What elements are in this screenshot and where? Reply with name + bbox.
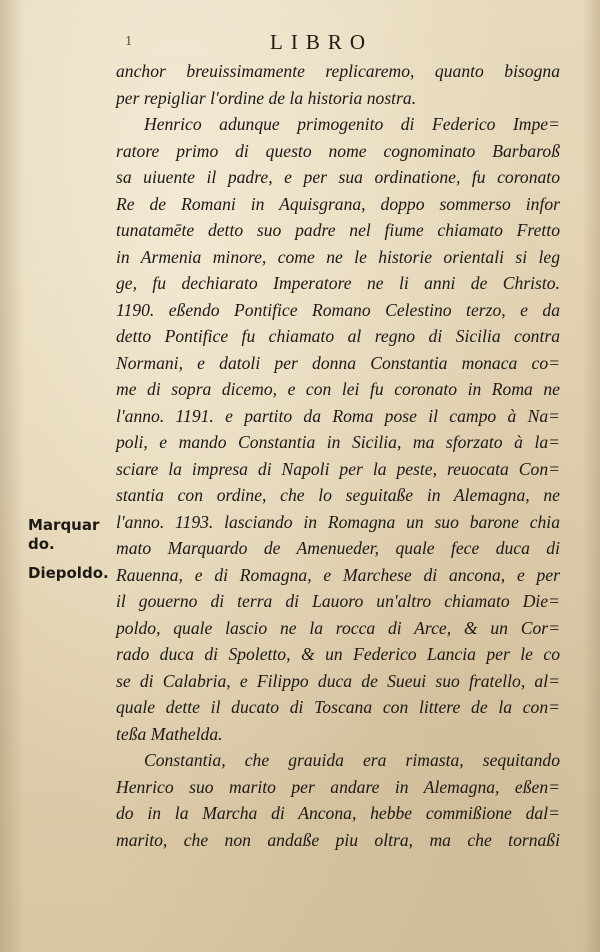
text-line: quale dette il ducato di Toscana con littere de la con=	[116, 697, 560, 717]
text-line: teßa Mathelda.	[116, 723, 223, 744]
text-line: stantia con ordine, che lo seguitaße in Alemagna, ne	[116, 485, 560, 505]
text-line: l'anno. 1193. lasciando in Romagna un suo barone chia	[116, 511, 560, 532]
text-line: me di sopra dicemo, e con lei fu coronato in Roma ne	[116, 379, 560, 399]
text-line: se di Calabria, e Filippo duca de Sueui suo fratello, al=	[116, 670, 560, 691]
text-line: Rauenna, e di Romagna, e Marchese di ancona, e per	[116, 564, 560, 585]
text-line: sciare la impresa di Napoli per la peste, reuocata Con=	[116, 458, 560, 479]
text-line: detto Pontifice fu chiamato al regno di Sicilia contra	[116, 326, 560, 346]
text-line: sa uiuente il padre, e per sua ordinatione, fu coronato	[116, 167, 560, 187]
body-text	[116, 58, 560, 853]
text-line: in Armenia minore, come ne le historie orientali si leg	[116, 246, 560, 267]
text-line: tunatamēte detto suo padre nel fiume chiamato Fretto	[116, 220, 560, 240]
text-line: anchor breuissimamente replicaremo, quanto bisogna	[116, 61, 560, 81]
margin-note-line: Marquar	[28, 516, 100, 534]
running-head: LIBRO	[270, 30, 373, 54]
text-line: il gouerno di terra di Lauoro un'altro chiamato Die=	[116, 591, 560, 611]
text-line: Constantia, che grauida era rimasta, sequitando	[144, 750, 560, 770]
folio-number: 1	[125, 34, 134, 48]
text-line: per repigliar l'ordine de la historia nostra.	[116, 87, 417, 108]
text-line: Re de Romani in Aquisgrana, doppo sommerso infor	[116, 193, 560, 214]
text-line: 1190. eßendo Pontifice Romano Celestino terzo, e da	[116, 299, 560, 320]
margin-note-line: do.	[28, 535, 55, 553]
text-line: ge, fu dechiarato Imperatore ne li anni de Christo.	[116, 273, 560, 293]
margin-note-diepoldo: Diepoldo.	[28, 564, 109, 582]
text-line: marito, che non andaße piu oltra, ma che tornaßi	[116, 829, 560, 850]
text-line: Henrico suo marito per andare in Alemagna, eßen=	[116, 776, 560, 797]
text-line: ratore primo di questo nome cognominato Barbaroß	[116, 140, 560, 161]
text-line: mato Marquardo de Amenueder, quale fece duca di	[116, 538, 560, 558]
margin-note-marquardo	[28, 516, 99, 554]
text-line: l'anno. 1191. e partito da Roma pose il campo à Na=	[116, 405, 560, 426]
text-line: rado duca di Spoletto, & un Federico Lancia per le co	[116, 644, 560, 664]
text-line: poli, e mando Constantia in Sicilia, ma sforzato à la=	[116, 432, 560, 452]
text-line: poldo, quale lascio ne la rocca di Arce, & un Cor=	[116, 617, 560, 638]
text-line: do in la Marcha di Ancona, hebbe commißione dal=	[116, 803, 560, 823]
text-line: Henrico adunque primogenito di Federico Impe=	[144, 114, 560, 134]
text-line: Normani, e datoli per donna Constantia monaca co=	[116, 352, 560, 373]
